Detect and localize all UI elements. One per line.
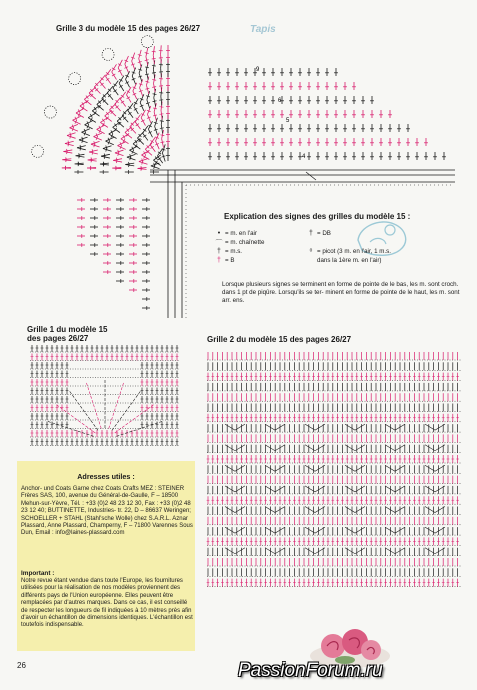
important-text: Notre revue étant vendue dans toute l'Europe, les fournitures utilisées pour la réalisation de nos modèles proviennent des différents pays de l'Union européenne. Elles peuvent être remplacées par d'autres marques. Dans ce cas, il est conseillé de respecter les longueurs de fil indiquées à 10 mètres près afin d'avoir un échantillon de dimensions identiques. L'échantillon est toutefois indispensable. [21, 578, 193, 629]
slip-stitch-icon: ⌒ [215, 239, 223, 247]
legend-item: dans la 1ère m. en l'air) [317, 257, 382, 264]
legend-item: • = m. en l'air [213, 229, 305, 238]
legend-item: † = DB [305, 229, 455, 238]
grid2-rows [207, 352, 462, 587]
grid3-row-number: 6 [278, 98, 282, 104]
grid3-row-number: 9 [256, 67, 260, 73]
picot-icon: ᵒ [309, 248, 313, 255]
legend-item: ᵒ = picot (3 m. en l'air, 1 m.s. [305, 247, 455, 256]
grid1-title: Grille 1 du modèle 15 des pages 26/27 [27, 325, 108, 343]
legend-item: † = B [213, 256, 305, 265]
legend-title: Explication des signes des grilles du modèle 15 : [224, 212, 411, 221]
grid3-title: Grille 3 du modèle 15 des pages 26/27 [56, 24, 201, 33]
faded-background-text: Tapis [250, 24, 276, 35]
important-title: Important : [21, 570, 55, 577]
chain-stitch-icon: • [217, 230, 221, 237]
grid3-row-number: 4 [302, 154, 306, 160]
legend-item: † = m.s. [213, 247, 305, 256]
watermark: PassionForum.ru [238, 660, 383, 681]
grid2-title: Grille 2 du modèle 15 des pages 26/27 [207, 335, 352, 344]
legend-note: Lorsque plusieurs signes se terminent en forme de pointe de le bas, les m. sont croch. dans 1 pt de piqûre. Lorsqu'ils se ter- minent en forme de pointe de le haut, les m. sont arr. ens. [222, 281, 460, 304]
addresses-text: Anchor- und Coats Garne chez Coats Crafts MEZ : STEINER Frères SAS, 100, avenue du Général-de-Gaulle, F – 18500 Mehun-sur-Yèvre, Tél. : +33 (0)2 48 23 12 30, Fax : +33 (0)2 48 23 12 40; BUTTINETTE, Industries- tr. 22, D – 86637 Weringen; SCHOELLER + STAHL (Stahl'sche Wolle) chez S.A.R.L. Aznar Plassard, Anne Plassard, Champerny, F – 71800 Varennes Sous Dun, Email : info@laines-plassard.com [21, 486, 193, 537]
treble-crochet-icon: † [309, 230, 313, 237]
addresses-title: Adresses utiles : [77, 472, 135, 481]
legend-item: ⌒ = m. chaînette [213, 238, 305, 247]
page-number: 26 [17, 661, 26, 670]
grid3-row-number: 5 [286, 118, 290, 124]
double-crochet-icon: † [217, 257, 221, 264]
single-crochet-icon: † [217, 248, 221, 255]
